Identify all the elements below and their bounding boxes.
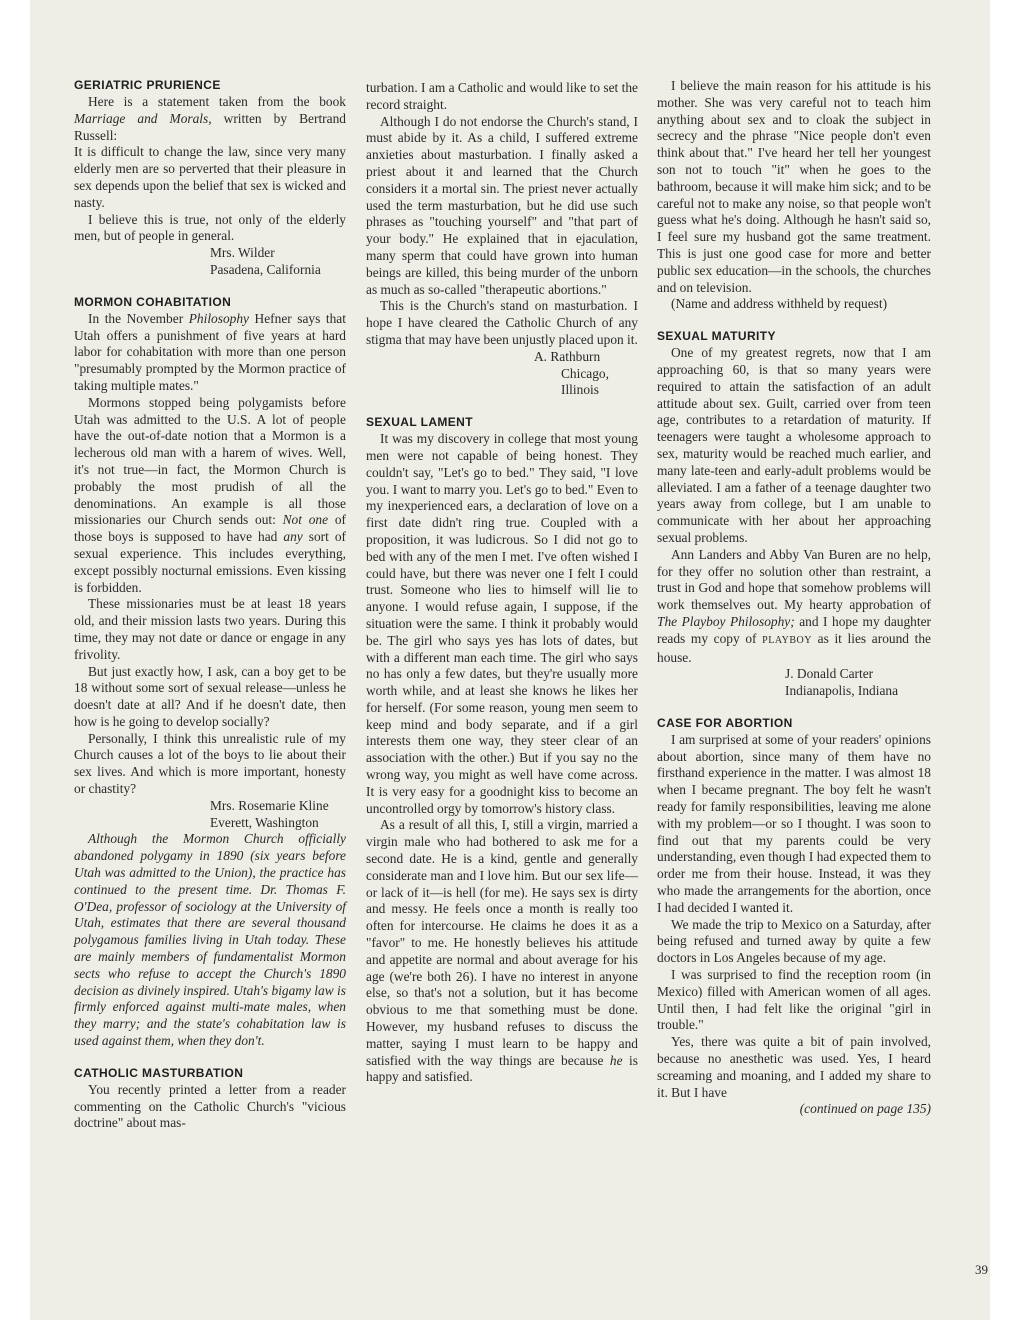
spacer — [657, 700, 931, 716]
text-run: Hefner says that Utah offers a punishment of five years at hard labor for cohabitation with more than one person "presumably prompted by the Mormon practice of taking multiple mates." — [74, 310, 346, 393]
emphasis: any — [283, 529, 303, 545]
text-run: Here is a statement taken from the book — [88, 94, 346, 109]
letter-paragraph: I believe the main reason for his attitude is his mother. She was very careful not to teach him anything about sex and to cloak the subject in secrecy and the phrase "Nice people don't even think about that." I've heard her tell her youngest son not to touch "it" when he goes to the bathroom, because it will make him sick; and to be careful not to make any noise, so that people won't guess what he's doing. Although he hasn't said so, I feel sure my husband got the same treatment. This is just one good case for more and better public sex education—in the schools, the churches and on television. — [657, 78, 931, 295]
book-title: Marriage and Morals, — [74, 110, 212, 126]
text-run: and I hope my daughter reads my copy of — [657, 613, 931, 646]
withheld-note: (Name and address withheld by request) — [671, 296, 888, 312]
signature-name: A. Rathburn — [534, 348, 601, 364]
text-run: is happy and satisfied. — [366, 1052, 638, 1085]
section-heading-case-for-abortion: CASE FOR ABORTION — [657, 715, 793, 730]
letter-paragraph — [74, 395, 346, 597]
signature-place: Everett, Washington — [210, 814, 319, 830]
letter-paragraph: I was surprised to find the reception room (in Mexico) filled with American women of all ages. Until then, I had felt like the original "girl in trouble." — [657, 967, 931, 1033]
column-3 — [657, 78, 931, 1118]
letter-paragraph: This is the Church's stand on masturbation. I hope I have cleared the Catholic Church of any stigma that may have been unjustly placed upon it. — [366, 298, 638, 347]
letter-paragraph: One of my greatest regrets, now that I am approaching 60, is that so many years were required to attain the satisfaction of an adult attitude about sex. Guilt, carried over from teen age, contributes to a retardation of maturity. If teenagers were taught a wholesome approach to sex, maturity would be reached much earlier, and many late-teen and early-adult problems would be alleviated. I am a father of a teenage daughter two years away from college, but I am unable to communicate with her about her approaching sexual problems. — [657, 345, 931, 545]
letter-paragraph: Yes, there was quite a bit of pain involved, because no anesthetic was used. Yes, I heard screaming and moaning, and I added my share to it. But I have — [657, 1034, 931, 1100]
signature-place: Pasadena, California — [210, 261, 321, 277]
signature-place: Indianapolis, Indiana — [785, 683, 899, 699]
page-number: 39 — [975, 1262, 988, 1277]
text-run: sort of sexual experience. This includes everything, except possibly nocturnal emissions. Even kissing is forbidden. — [74, 529, 347, 595]
column-1 — [74, 78, 346, 1132]
spacer — [366, 399, 638, 415]
section-heading-sexual-maturity: SEXUAL MATURITY — [657, 329, 776, 344]
magazine-page — [30, 0, 990, 1320]
section-heading-catholic-masturbation: CATHOLIC MASTURBATION — [74, 1065, 244, 1080]
magazine-name: PLAYBOY — [762, 634, 812, 646]
text-run: In the November — [88, 310, 184, 326]
signature-name: J. Donald Carter — [785, 666, 874, 682]
text-run: written by Bertrand Russell: — [74, 110, 346, 143]
editor-reply: Although the Mormon Church officially abandoned polygamy in 1890 (six years before Utah was admitted to the Union), the practice has continued to the present time. Dr. Thomas F. O'Dea, professor of sociology at the University of Utah, estimates that there are several thousand polygamous families living in Utah today. These are mainly members of fundamentalist Mormon sects who refuse to accept the Church's 1890 decision as divinely inspired. Utah's bigamy law is firmly enforced against multi-mate males, when they marry; and the state's cohabitation law is used against them, when they don't. — [74, 831, 346, 1049]
emphasis: he — [609, 1052, 623, 1068]
section-heading-sexual-lament: SEXUAL LAMENT — [366, 415, 473, 430]
emphasis: Not one — [282, 512, 329, 528]
signature-name: Mrs. Rosemarie Kline — [210, 797, 329, 813]
text-run: Ann Landers and Abby Van Buren are no help, for they offer no solution other than restraint, a trust in God and hope that somehow problems will work themselves out. My hearty approbation of — [657, 546, 931, 613]
section-heading-geriatric-prurience: GERIATRIC PRURIENCE — [74, 78, 221, 92]
block-quote: It is difficult to change the law, since very many elderly men are so perverted that their pleasure in sex depends upon the belief that sex is wicked and nasty. — [74, 144, 346, 210]
letter-paragraph: I believe this is true, not only of the elderly men, but of people in general. — [74, 211, 346, 244]
letter-paragraph: These missionaries must be at least 18 years old, and their mission lasts two years. During this time, they may not date or dance or engage in any frivolity. — [74, 596, 346, 662]
text-run: Mormons stopped being polygamists before Utah was admitted to the U.S. A lot of people have the out-of-date notion that a Mormon is a lecherous old man with a harem of wives. Well, it's not true—in fact, the Mormon Church is probably the most prudish of all the denominations. An example is all those missionaries our Church sends out: — [74, 394, 346, 528]
column-2 — [366, 80, 638, 1086]
letter-paragraph: Although I do not endorse the Church's stand, I must abide by it. As a child, I suffered extreme anxieties about masturbation. I finally asked a priest about it and learned that the Church considers it a mortal sin. The priest never actually used the term masturbation, but he did use such phrases as "touching yourself" and "that part of your body." He explained that in ejaculation, many sperm that could have grown into human beings are killed, this being murder of the unborn as much as so-called "therapeutic abortions." — [366, 113, 638, 297]
signature-place: Chicago, Illinois — [561, 365, 609, 398]
text-run: as it lies around the house. — [657, 630, 931, 665]
magazine-title: Philosophy — [188, 310, 249, 326]
letter-paragraph: We made the trip to Mexico on a Saturday, after being refused and turned away by quite a few doctors in Los Angeles because of my age. — [657, 916, 931, 966]
letter-paragraph: It was my discovery in college that most young men were not capable of being honest. They couldn't say, "Let's go to bed." They said, "I love you. I want to marry you. Let's go to bed." Even to my inexperienced ears, a declaration of love on a first date didn't ring true. Coupled with a proposition, it was ludicrous. So I did not go to bed with any of the men I met. I've often wished I could have, but there was never one I felt I could trust. Someone who lies to himself will lie to anyone. I would refuse again, I suppose, if the situation were the same. I think it probably would be. The girl who says yes has lots of dates, but with a different man each time. The girl who says no has only a few dates, but they're usually more worth while, and at least she knows he likes her for herself. (For some reason, young men seem to keep mind and body separate, and if a girl interests them one way, they steer clear of an association with the other.) But if you say no the wrong way, you might as well have come across. It is very easy for a goodnight kiss to become an uncontrolled orgy by tomorrow's history class. — [366, 431, 638, 816]
letter-paragraph — [74, 311, 346, 395]
section-heading-mormon-cohabitation: MORMON COHABITATION — [74, 294, 232, 309]
letter-paragraph: But just exactly how, I ask, can a boy get to be 18 without some sort of sexual release—unless he doesn't date at all? And if he doesn't date, then how is he going to develop socially? — [74, 663, 346, 729]
continued-note: (continued on page 135) — [799, 1101, 931, 1117]
column-title: The Playboy Philosophy; — [657, 613, 795, 629]
letter-paragraph: Personally, I think this unrealistic rule of my Church causes a lot of the boys to lie about their sex lives. And which is more important, honesty or chastity? — [74, 730, 346, 797]
letter-paragraph: turbation. I am a Catholic and would like to set the record straight. — [366, 80, 638, 112]
letter-paragraph: I am surprised at some of your readers' opinions about abortion, since many of them have no firsthand experience in the matter. I was almost 18 when I became pregnant. The boy felt he wasn't ready for family responsibilities, leaving me alone with my problem—or so I thought. I was soon to find out that my parents could be very understanding, even though I had expected them to order me from their house. Instead, it was they who made the arrangements for the abortion, once I had decided I wanted it. — [657, 731, 931, 915]
spacer — [74, 1050, 346, 1066]
text-run: As a result of all this, I, still a virgin, married a virgin male who had bothered to ask me for a second date. He is a kind, gentle and generally considerate man and I love him. But our sex life—or lack of it—is hell (for me). He says sex is dirty and messy. He feels once a month is really too often for intercourse. He claims he does it as a "favor" to me. He honestly believes his attitude and appetite are normal and about average for his age (we're both 26). I have no interest in anyone else, so that's not a solution, but it has become obvious to me that something must be done. However, my husband refuses to discuss the matter, saying I must learn to be happy and satisfied with the way things are because — [366, 817, 638, 1068]
letter-paragraph — [366, 817, 638, 1086]
spacer — [74, 279, 346, 295]
spacer — [657, 313, 931, 329]
letter-paragraph — [657, 547, 931, 667]
letter-paragraph: You recently printed a letter from a reader commenting on the Catholic Church's "vicious doctrine" about mas- — [74, 1081, 346, 1131]
text-run: of those boys is supposed to have had — [74, 512, 346, 545]
signature-name: Mrs. Wilder — [210, 245, 275, 261]
letter-paragraph — [74, 94, 346, 144]
